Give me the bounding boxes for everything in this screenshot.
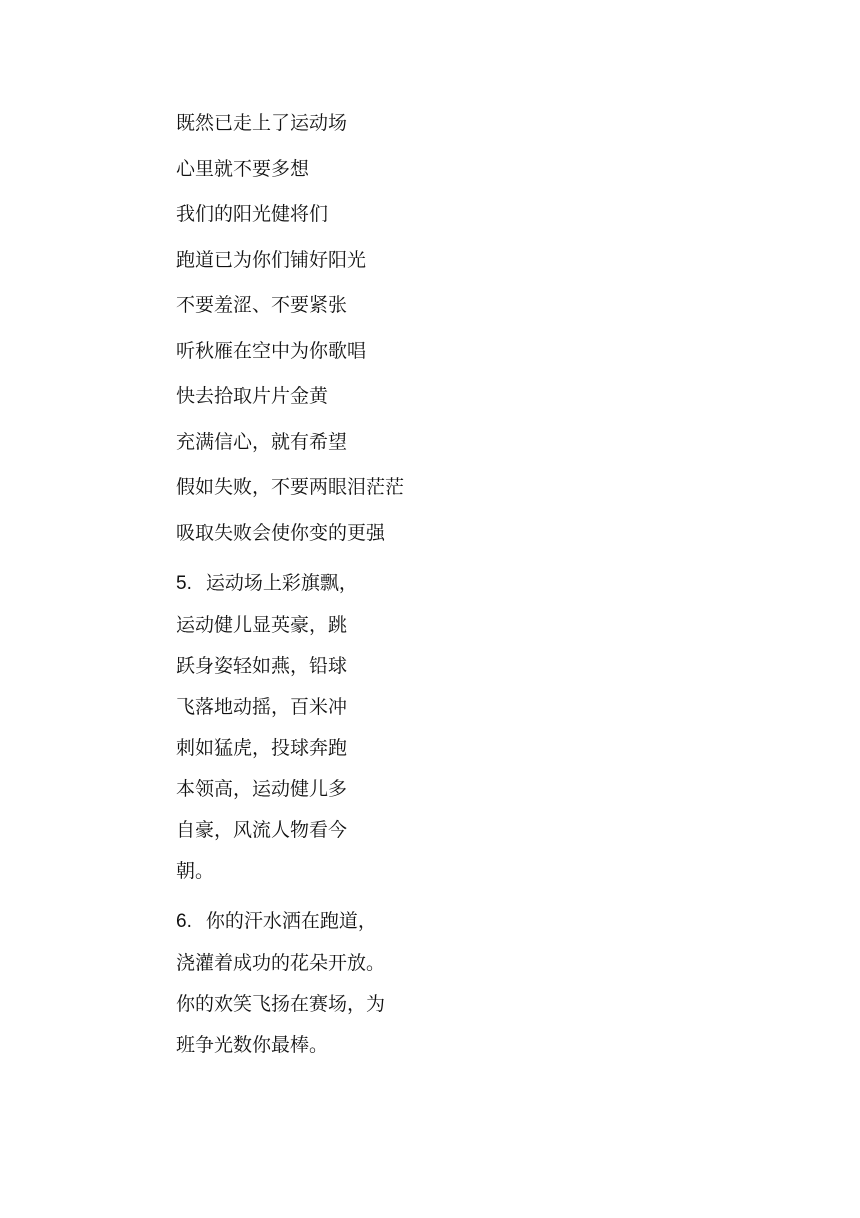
poem-line: 跃身姿轻如燕，铅球 <box>176 654 348 677</box>
poem-line: 假如失败，不要两眼泪茫茫 <box>176 476 405 498</box>
poem-section-5 <box>176 572 776 882</box>
poem-content <box>176 112 776 1056</box>
poem-line: 听秋雁在空中为你歌唱 <box>176 339 367 362</box>
poem-line: 飞落地动摇，百米冲 <box>176 695 348 718</box>
poem-line: 跑道已为你们铺好阳光 <box>176 248 367 271</box>
poem-line: 快去拾取片片金黄 <box>176 385 329 407</box>
poem-line: 吸取失败会使你变的更强 <box>176 521 386 544</box>
poem-line: 充满信心，就有希望 <box>176 430 348 453</box>
poem-line: 本领高，运动健儿多 <box>176 777 348 800</box>
poem-line <box>176 910 776 933</box>
poem-line: 既然已走上了运动场 <box>176 112 348 134</box>
poem-section-6 <box>176 910 776 1056</box>
poem-line <box>176 572 776 595</box>
poem-line-text: 运动场上彩旗飘， <box>205 571 358 594</box>
poem-line: 班争光数你最棒。 <box>176 1033 329 1056</box>
poem-line: 自豪，风流人物看今 <box>176 818 348 841</box>
poem-number: 5. <box>176 572 192 594</box>
poem-line: 浇灌着成功的花朵开放。 <box>176 951 386 974</box>
poem-line-text: 你的汗水洒在跑道， <box>205 909 377 932</box>
poem-line: 朝。 <box>176 859 215 882</box>
poem-line: 运动健儿显英豪，跳 <box>176 613 348 636</box>
poem-line: 不要羞涩、不要紧张 <box>176 294 348 316</box>
poem-line: 你的欢笑飞扬在赛场，为 <box>176 992 386 1015</box>
poem-line: 我们的阳光健将们 <box>176 203 329 225</box>
poem-line: 心里就不要多想 <box>176 157 310 180</box>
poem-line: 刺如猛虎，投球奔跑 <box>176 736 348 759</box>
poem-section-1 <box>176 112 776 544</box>
poem-number: 6. <box>176 910 192 932</box>
